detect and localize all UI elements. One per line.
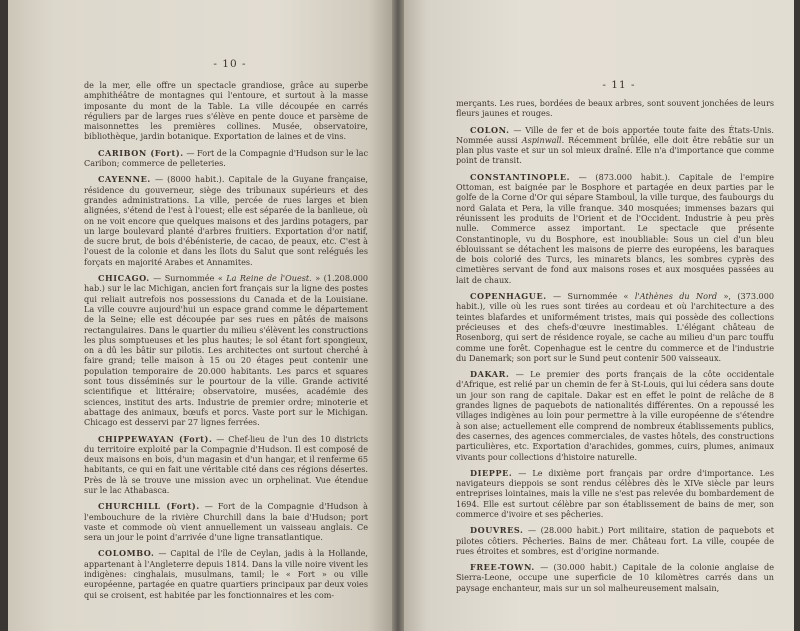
entry-chippewayan (84, 434, 368, 496)
entry-chicago (84, 273, 368, 427)
entry-body: — Fort de la Compagnie d'Hudson sur le lac Caribon; commerce de pelleteries. (84, 147, 368, 169)
entry-heading: COLON. (470, 124, 510, 135)
entry-free-town (456, 562, 774, 593)
entry-body: » (1.208.000 hab.) sur le lac Michigan, ancien fort français sur la ligne des postes qui reliait autrefois nos possessions du Canada et de la Louisiane. La ville couvre aujourd'hui un espace grand comme le département de la Seine; elle est découpée par ses rues en pâtés de maisons rectangulaires. Dans le quartier du milieu s'élèvent les constructions les plus somptueuses et les plus hautes; le sol étant fort spongieux, on a dû les bâtir sur pilotis. Les architectes ont surtout cherché à faire grand; telle maison à 15 ou 20 étages peut contenir une population temporaire de 20.000 habitants. Les parcs et squares sont tous disséminés sur le pourtour de la ville. Grande activité scientifique et littéraire; observatoire, musées, académie des sciences, institut des arts. Industrie de premier ordre; minoterie et abattage des animaux, bœufs et porcs. Vaste port sur le Michigan. Chicago est desservi par 27 lignes ferrées. (84, 273, 368, 428)
right-page (404, 0, 794, 631)
entry-body: — Chef-lieu de l'un des 10 districts du territoire exploité par la Compagnie d'Hudson. Il est composé de deux maisons en bois, d'un magasin et d'un hangar, et il renferme 65 habitants, ce qui en fait une véritable cité dans ces régions désertes. Près de là se trouve une mission avec un orphelinat. Vue étendue sur le lac Athabasca. (84, 433, 368, 495)
entry-colombo (84, 548, 368, 599)
entry-body: — (873.000 habit.). Capitale de l'empire Ottoman, est baignée par le Bosphore et partagée en deux parties par le golfe de la Corne d'Or qui sépare Stamboul, la ville turque, des faubourgs du nord Galata et Pera, la ville franque. 340 mosquées; immenses bazars qui réunissent les produits de l'Orient et de l'Occident. Industrie à peu près nulle. Commerce assez important. Le spectacle que présente Constantinople, vu du Bosphore, est inoubliable: Sous un ciel d'un bleu éblouissant se détachent les maisons de pierre des européens, les baraques de bois colorié des Turcs, les minarets blancs, les sombres cyprès des cimetières servant de fond aux maisons roses et aux mosquées passées au lait de chaux. (456, 171, 774, 285)
entry-body: — (8000 habit.). Capitale de la Guyane française, résidence du gouverneur, siège des tribunaux supérieurs et des grandes administrations. La ville, percée de rues larges et bien alignées, s'étend de l'est à l'ouest; elle est séparée de la banlieue, où on ne voit encore que quelques maisons et des jardins potagers, par un large boulevard planté d'arbres fruitiers. Exportation d'or natif, de sucre brut, de bois d'ébénisterie, de cacao, de peaux, etc. C'est à l'ouest de la colonie et dans les îlots du Salut que sont relégués les forçats en majorité Arabes et Annamites. (84, 174, 368, 267)
entry-heading: CARIBON (Fort). (98, 147, 184, 158)
entry-colon (456, 125, 774, 166)
entry-body: de la mer, elle offre un spectacle grandiose, grâce au superbe amphithéâtre de montagnes qui l'entoure, et surtout à la masse imposante du mont de la Table. La ville découpée en carrés réguliers par de larges rues s'élève en pente douce et parsème de maisonnettes les premières collines. Musée, observatoire, bibliothèque, jardin botanique. Exportation de laines et de vins. (84, 80, 368, 142)
entry-body: merçants. Les rues, bordées de beaux arbres, sont souvent jonchées de leurs fleurs jaunes et rouges. (456, 98, 774, 119)
page-number: - 10 - (213, 58, 247, 70)
entry-heading: FREE-TOWN. (470, 562, 535, 573)
entry-body-pre: — Surnommée « (149, 273, 227, 284)
entry-body: — Fort de la Compagnie d'Hudson à l'embouchure de la rivière Churchill dans la baie d'Hudson; port vaste et commode où vient annuellement un vaisseau anglais. Ce sera un jour le point d'arrivée d'une ligne transatlantique. (84, 501, 368, 543)
entry-nickname: La Reine de l'Ouest. (226, 273, 312, 284)
entry-heading: COLOMBO. (98, 548, 155, 559)
left-page-text (84, 80, 368, 600)
page-number: - 11 - (602, 79, 636, 91)
entry-body: — Le dixième port français par ordre d'importance. Les navigateurs dieppois se sont rendus célèbres dès le XIVe siècle par leurs entreprises lointaines, mais la ville ne s'est pas relevée du bombardement de 1694. Elle est surtout célèbre par son établissement de bains de mer, son commerce d'ivoire et ses pêcheries. (456, 467, 774, 519)
entry-douvres (456, 525, 774, 556)
entry-heading: COPENHAGUE. (470, 291, 547, 302)
entry-heading: CHIPPEWAYAN (Fort). (98, 433, 213, 444)
entry-body: — Le premier des ports français de la côte occidentale d'Afrique, est relié par un chemin de fer à St-Louis, qui lui cédera sans doute un jour son rang de capitale. Dakar est en effet le point de relâche de 8 grandes lignes de paquebots de nationalités différentes. On a repoussé les villages indigènes au loin pour permettre à la ville européenne de s'étendre à son aise; actuellement elle comprend de nombreux établissements publics, des casernes, des agences commerciales, de vastes hôtels, des constructions particulières, etc. Exportation d'arachides, gommes, cuirs, plumes, animaux vivants pour collections d'histoire naturelle. (456, 369, 774, 462)
entry-dieppe (456, 468, 774, 519)
entry-heading: DIEPPE. (470, 467, 513, 478)
entry-body: . Récemment brûlée, elle doit être rebâtie sur un plan plus vaste et sur un sol mieux draîné. Elle n'a d'importance que comme point de transit. (456, 134, 774, 166)
entry-heading: CONSTANTINOPLE. (470, 171, 571, 182)
book-gutter (392, 0, 404, 631)
entry-continuation (84, 80, 368, 142)
right-page-text (456, 98, 774, 593)
entry-heading: CAYENNE. (98, 174, 151, 185)
left-page (8, 0, 392, 631)
entry-copenhague (456, 291, 774, 363)
entry-body-pre: — Ville de fer et de bois apportée toute faite des États-Unis. Nommée aussi (456, 124, 774, 145)
entry-body: — Capital de l'île de Ceylan, jadis à la Hollande, appartenant à l'Angleterre depuis 1814. Dans la ville noire vivent les indigènes: cinghalais, musulmans, tamil; le « Fort » ou ville européenne, partagée en quatre quartiers principaux par deux voies qui se croisent, est habitée par les fonctionnaires et les com- (84, 548, 368, 600)
entry-alias: Aspinwall (521, 134, 562, 145)
entry-churchill (84, 501, 368, 542)
entry-caribon (84, 148, 368, 169)
entry-body: », (373.000 habit.), ville où les rues sont tirées au cordeau et où l'architecture a des teintes blafardes et uniformément tristes, mais qui possède des collections précieuses et des chefs-d'œuvre inestimables. L'élégant château de Rosenborg, qui sert de résidence royale, se cache au milieu d'un parc touffu comme une forêt. Copenhague est le centre du commerce et de l'industrie du Danemark; son port sur le Sund peut contenir 500 vaisseaux. (456, 291, 774, 363)
entry-heading: DOUVRES. (470, 525, 524, 536)
entry-constantinople (456, 172, 774, 285)
entry-dakar (456, 369, 774, 462)
entry-heading: CHURCHILL (Fort). (98, 501, 200, 512)
entry-body: — (28.000 habit.) Port militaire, station de paquebots et pilotes côtiers. Pêcheries. Bains de mer. Château fort. La ville, coupée de rues étroites et sombres, est d'origine normande. (456, 525, 774, 556)
entry-body: — (30.000 habit.) Capitale de la colonie anglaise de Sierra-Leone, occupe une superficie de 10 kilomètres carrés dans un paysage enchanteur, mais sur un sol malheureusement malsain, (456, 562, 774, 593)
entry-continuation (456, 98, 774, 119)
entry-heading: CHICAGO. (98, 273, 150, 284)
entry-nickname: l'Athènes du Nord (634, 291, 718, 302)
entry-cayenne (84, 174, 368, 267)
entry-heading: DAKAR. (470, 369, 510, 380)
entry-body-pre: — Surnommée « (546, 291, 635, 302)
